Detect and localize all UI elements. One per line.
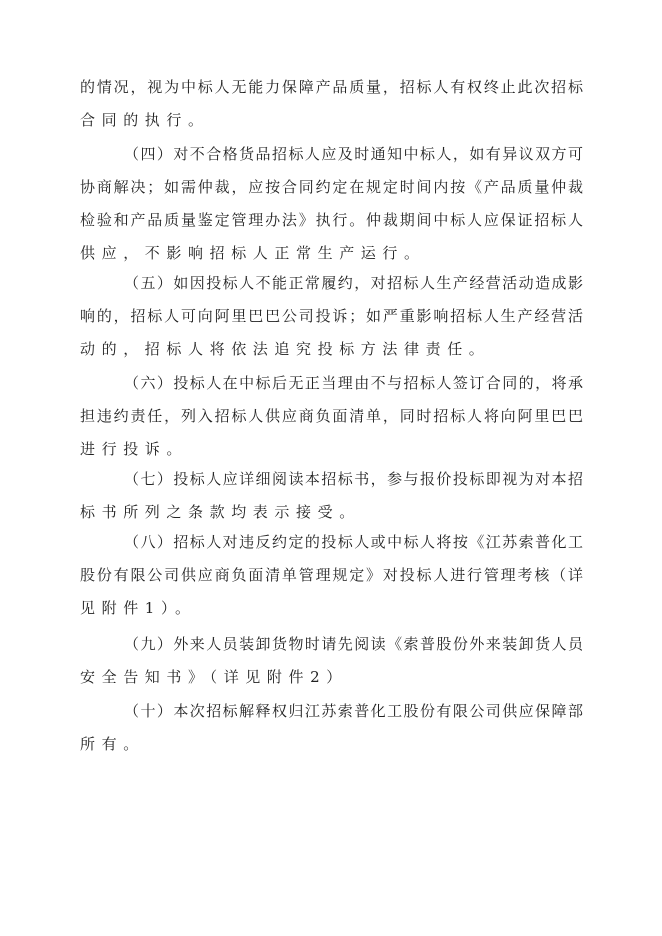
text-line: 所有。 — [80, 735, 145, 753]
paragraph-4 — [80, 138, 583, 270]
text-line: 进行投诉。 — [80, 440, 189, 458]
text-line: 见附件1）。 — [80, 599, 197, 617]
paragraph-6 — [80, 367, 583, 466]
text-line: 的情况，视为中标人无能力保障产品质量，招标人有权终止此次招标 — [80, 78, 583, 96]
text-line: （八）招标人对违反约定的投标人或中标人将按《江苏索普化工 — [124, 533, 583, 551]
text-line: 合同的执行。 — [80, 111, 210, 129]
text-line: （九）外来人员装卸货物时请先阅读《索普股份外来装卸货人员 — [124, 635, 583, 653]
paragraph-continuation — [80, 71, 583, 137]
paragraph-8 — [80, 526, 583, 625]
text-line: 股份有限公司供应商负面清单管理规定》对投标人进行管理考核（详 — [80, 566, 583, 584]
text-line: 标书所列之条款均表示接受。 — [80, 503, 361, 521]
text-line: 担违约责任，列入招标人供应商负面清单，同时招标人将向阿里巴巴 — [80, 407, 583, 425]
text-line: 协商解决；如需仲裁，应按合同约定在规定时间内按《产品质量仲裁 — [80, 178, 583, 196]
text-line: （五）如因投标人不能正常履约，对招标人生产经营活动造成影 — [124, 274, 583, 292]
text-line: 检验和产品质量鉴定管理办法》执行。仲裁期间中标人应保证招标人 — [80, 211, 583, 229]
text-line: （七）投标人应详细阅读本招标书，参与报价投标即视为对本招 — [124, 470, 583, 488]
text-line: （四）对不合格货品招标人应及时通知中标人，如有异议双方可 — [124, 145, 583, 163]
document-page — [80, 71, 583, 761]
text-line: 响的，招标人可向阿里巴巴公司投诉；如严重影响招标人生产经营活 — [80, 307, 583, 325]
paragraph-9 — [80, 628, 583, 694]
text-line: 动的，招标人将依法追究投标方法律责任。 — [80, 340, 491, 358]
text-line: 安全告知书》（详见附件2） — [80, 668, 348, 686]
text-line: 供应，不影响招标人正常生产运行。 — [80, 244, 426, 262]
paragraph-5 — [80, 267, 583, 366]
text-line: （十）本次招标解释权归江苏索普化工股份有限公司供应保障部 — [124, 702, 583, 720]
text-line: （六）投标人在中标后无正当理由不与招标人签订合同的，将承 — [124, 374, 583, 392]
paragraph-7 — [80, 463, 583, 529]
paragraph-10 — [80, 695, 583, 761]
